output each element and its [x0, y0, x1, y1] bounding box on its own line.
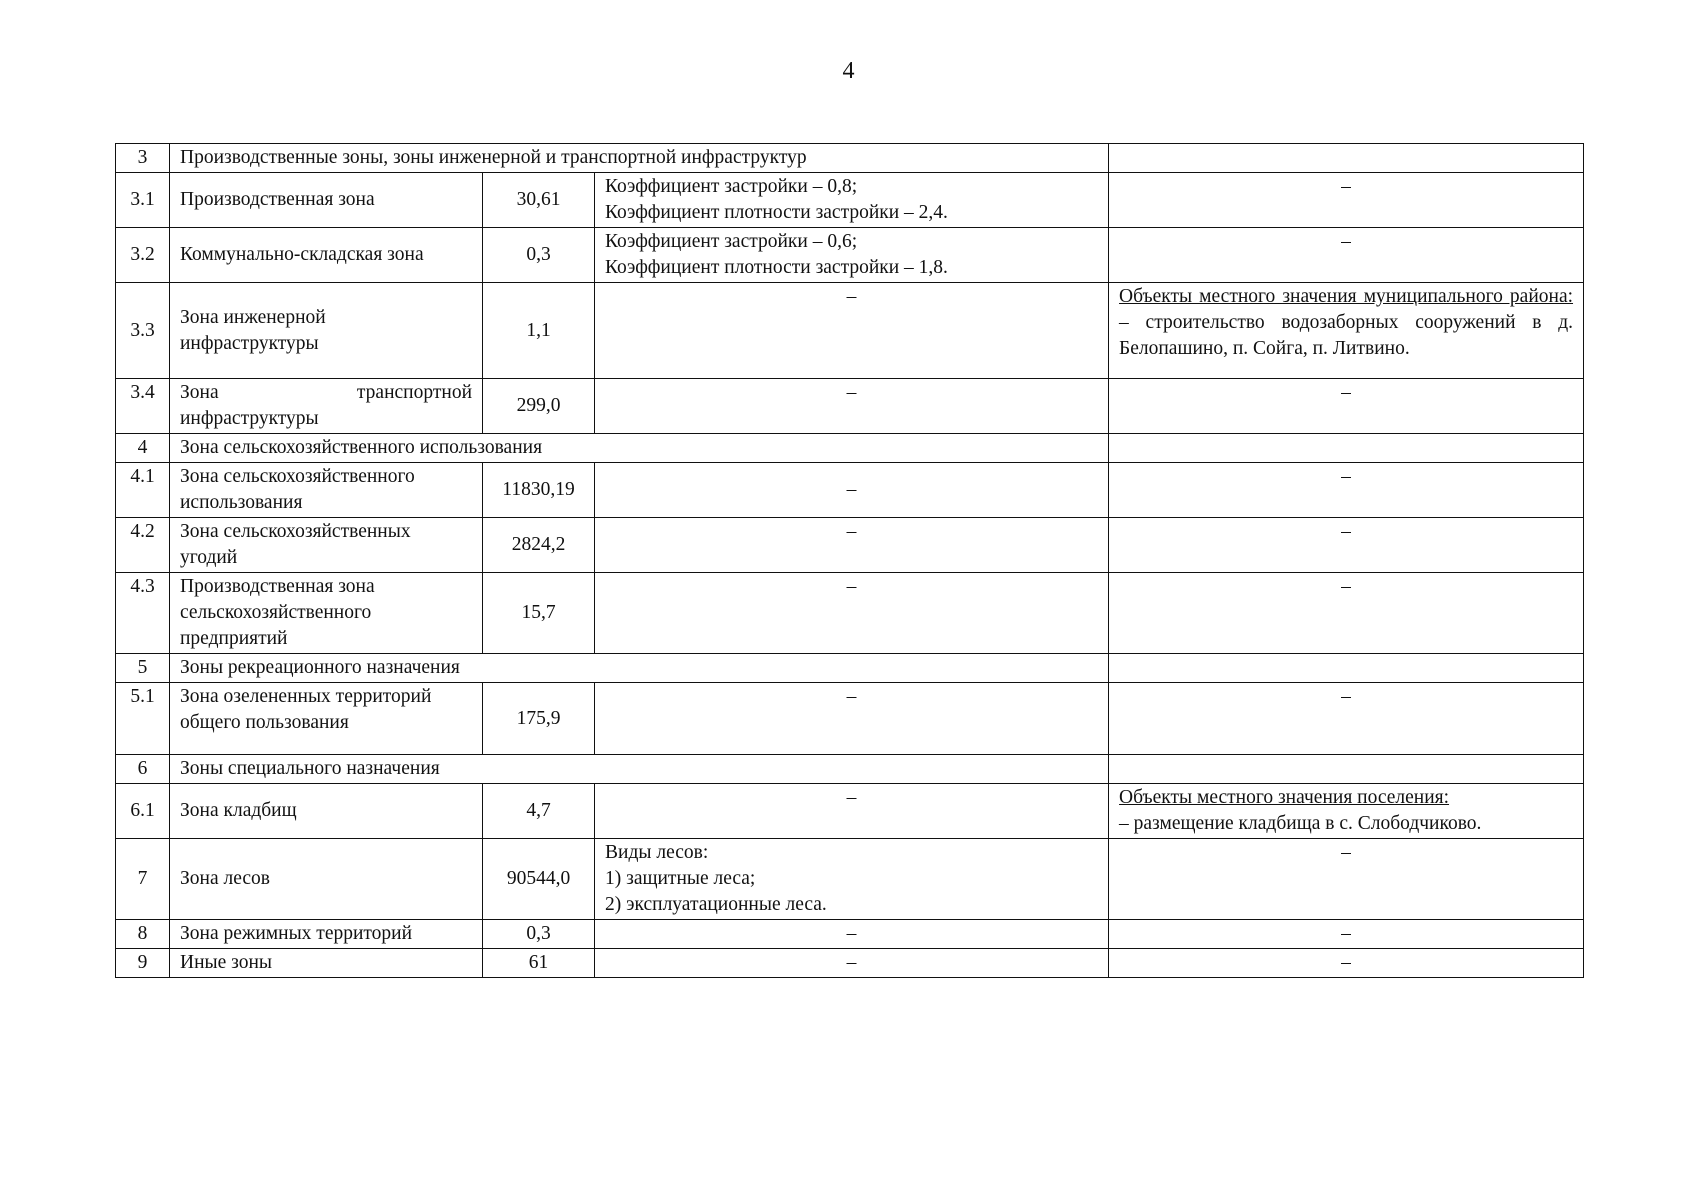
- row-number: 3.3: [116, 283, 170, 379]
- zone-area: 1,1: [483, 283, 595, 379]
- section-row-3: [116, 144, 1584, 173]
- section-row-6: [116, 755, 1584, 784]
- zone-area: 30,61: [483, 173, 595, 228]
- empty-cell: [1109, 434, 1584, 463]
- zone-params: –: [595, 573, 1109, 654]
- table-row: [116, 228, 1584, 283]
- table-row: [116, 839, 1584, 920]
- row-number: 3.2: [116, 228, 170, 283]
- zone-objects: –: [1109, 463, 1584, 518]
- zone-area: 2824,2: [483, 518, 595, 573]
- zone-objects: –: [1109, 920, 1584, 949]
- table-row: [116, 683, 1584, 755]
- zone-objects: [1109, 283, 1584, 379]
- section-title: Зоны рекреационного назначения: [170, 654, 1109, 683]
- zones-table: [115, 143, 1584, 978]
- zone-name: Коммунально-складская зона: [170, 228, 483, 283]
- zone-area: 61: [483, 949, 595, 978]
- objects-heading: Объекты местного значения поселения:: [1119, 787, 1450, 808]
- zone-params: –: [595, 283, 1109, 379]
- zone-area: 11830,19: [483, 463, 595, 518]
- row-number: 3.1: [116, 173, 170, 228]
- empty-cell: [1109, 755, 1584, 784]
- zone-params: [595, 173, 1109, 228]
- zone-name: [170, 518, 483, 573]
- zone-name-line: Зона озелененных территорий: [180, 686, 432, 707]
- table-row: [116, 379, 1584, 434]
- zone-name-line: Зона сельскохозяйственных: [180, 521, 411, 542]
- row-number: 5.1: [116, 683, 170, 755]
- table-row: [116, 784, 1584, 839]
- objects-heading: Объекты местного значения муниципального района:: [1119, 286, 1574, 307]
- zone-name: [170, 283, 483, 379]
- section-title: Зоны специального назначения: [170, 755, 1109, 784]
- row-number: 9: [116, 949, 170, 978]
- zone-objects: –: [1109, 839, 1584, 920]
- row-number: 4.2: [116, 518, 170, 573]
- table-row: [116, 518, 1584, 573]
- row-number: 4.1: [116, 463, 170, 518]
- param-line: 2) эксплуатационные леса.: [605, 894, 827, 915]
- zone-area: 0,3: [483, 228, 595, 283]
- zone-area: 4,7: [483, 784, 595, 839]
- empty-cell: [1109, 144, 1584, 173]
- zone-name-line: Зона инженерной: [180, 306, 326, 328]
- zone-name-line: Производственная зона: [180, 576, 375, 597]
- zone-name: Зона кладбищ: [170, 784, 483, 839]
- zone-name: Производственная зона: [170, 173, 483, 228]
- section-row-5: [116, 654, 1584, 683]
- zone-area: 0,3: [483, 920, 595, 949]
- zone-name: [170, 379, 483, 434]
- zone-name-line: инфраструктуры: [180, 332, 319, 354]
- zone-name-line: сельскохозяйственного: [180, 602, 372, 623]
- row-number: 4: [116, 434, 170, 463]
- zone-area: 90544,0: [483, 839, 595, 920]
- param-line: Коэффициент застройки – 0,8;: [605, 176, 858, 197]
- zone-name-line: Зона сельскохозяйственного: [180, 466, 415, 487]
- page-number: 4: [842, 58, 855, 84]
- zone-objects: –: [1109, 573, 1584, 654]
- section-row-4: [116, 434, 1584, 463]
- zone-params: –: [595, 949, 1109, 978]
- zone-name: [170, 573, 483, 654]
- zone-name-line: инфраструктуры: [180, 408, 319, 429]
- param-line: Коэффициент плотности застройки – 2,4.: [605, 202, 948, 223]
- zone-objects: –: [1109, 949, 1584, 978]
- param-line: 1) защитные леса;: [605, 868, 756, 889]
- zone-objects: –: [1109, 228, 1584, 283]
- zone-name-line: Зона транспортной: [180, 382, 472, 403]
- zone-params: –: [595, 518, 1109, 573]
- zone-area: 299,0: [483, 379, 595, 434]
- zone-objects: –: [1109, 518, 1584, 573]
- row-number: 7: [116, 839, 170, 920]
- zone-objects: –: [1109, 379, 1584, 434]
- row-number: 3.4: [116, 379, 170, 434]
- zone-name-line: угодий: [180, 547, 238, 568]
- zone-params: [595, 228, 1109, 283]
- zone-objects: –: [1109, 683, 1584, 755]
- zone-name: Иные зоны: [170, 949, 483, 978]
- zone-objects: [1109, 784, 1584, 839]
- param-line: Коэффициент застройки – 0,6;: [605, 231, 858, 252]
- zone-params: –: [595, 683, 1109, 755]
- row-number: 8: [116, 920, 170, 949]
- table-row: [116, 283, 1584, 379]
- zone-name: Зона лесов: [170, 839, 483, 920]
- zone-params: –: [595, 379, 1109, 434]
- section-title: Зона сельскохозяйственного использования: [170, 434, 1109, 463]
- row-number: 6: [116, 755, 170, 784]
- row-number: 4.3: [116, 573, 170, 654]
- zone-params: –: [595, 784, 1109, 839]
- row-number: 6.1: [116, 784, 170, 839]
- zone-name: [170, 463, 483, 518]
- zone-area: 175,9: [483, 683, 595, 755]
- zone-name-line: предприятий: [180, 628, 288, 649]
- section-title: Производственные зоны, зоны инженерной и транспортной инфраструктур: [170, 144, 1109, 173]
- row-number: 3: [116, 144, 170, 173]
- table-row: [116, 949, 1584, 978]
- param-line: Коэффициент плотности застройки – 1,8.: [605, 257, 948, 278]
- objects-text: – размещение кладбища в с. Слободчиково.: [1119, 813, 1482, 834]
- zone-name-line: общего пользования: [180, 712, 349, 733]
- zone-name: Зона режимных территорий: [170, 920, 483, 949]
- table-row: [116, 463, 1584, 518]
- zone-params: –: [595, 463, 1109, 518]
- zone-params: [595, 839, 1109, 920]
- table-row: [116, 173, 1584, 228]
- table-row: [116, 573, 1584, 654]
- zone-area: 15,7: [483, 573, 595, 654]
- zone-params: –: [595, 920, 1109, 949]
- zone-name: [170, 683, 483, 755]
- empty-cell: [1109, 654, 1584, 683]
- table-row: [116, 920, 1584, 949]
- param-line: Виды лесов:: [605, 842, 709, 863]
- zone-objects: –: [1109, 173, 1584, 228]
- zone-name-line: использования: [180, 492, 303, 513]
- row-number: 5: [116, 654, 170, 683]
- objects-text: – строительство водозаборных сооружений в д. Белопашино, п. Сойга, п. Литвино.: [1119, 312, 1574, 359]
